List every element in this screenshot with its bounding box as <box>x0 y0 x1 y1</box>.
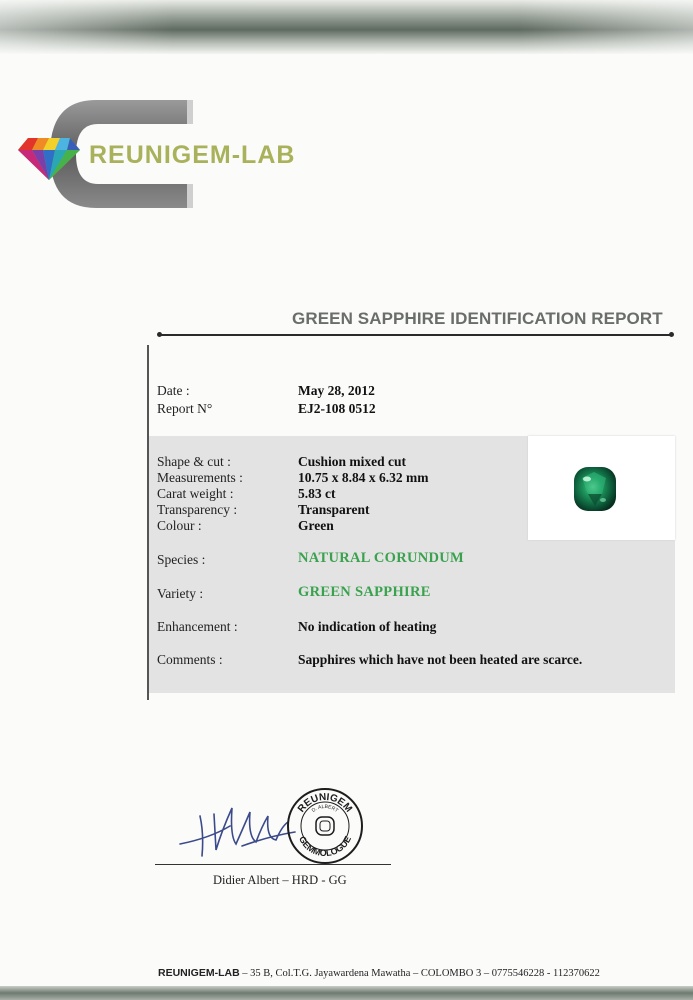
gemmologue-stamp <box>285 786 365 866</box>
date-label: Date : <box>157 383 190 398</box>
green-sapphire-gem-image <box>572 464 618 514</box>
enhancement-value: No indication of heating <box>298 619 437 634</box>
logo-text: REUNIGEM-LAB <box>89 141 296 169</box>
enhancement-label: Enhancement : <box>157 619 238 634</box>
colour-label: Colour : <box>157 518 202 533</box>
carat-weight-label: Carat weight : <box>157 486 234 501</box>
gem-photo-frame <box>528 436 675 540</box>
colour-value: Green <box>298 518 334 533</box>
stamp-inner-text: D. ALBERT <box>310 803 340 814</box>
shape-cut-value: Cushion mixed cut <box>298 454 407 469</box>
comments-label: Comments : <box>157 652 223 667</box>
top-gradient-bar <box>0 0 693 54</box>
report-number-value: EJ2-108 0512 <box>298 401 376 416</box>
measurements-value: 10.75 x 8.84 x 6.32 mm <box>298 470 429 485</box>
species-label: Species : <box>157 552 206 567</box>
report-title: GREEN SAPPHIRE IDENTIFICATION REPORT <box>292 309 663 328</box>
footer-address-text: – 35 B, Col.T.G. Jayawardena Mawatha – COLOMBO 3 – 0775546228 - 112370622 <box>239 968 600 979</box>
report-number-label: Report N° <box>157 401 213 416</box>
date-value: May 28, 2012 <box>298 383 375 398</box>
title-divider <box>159 334 672 336</box>
shape-cut-label: Shape & cut : <box>157 454 231 469</box>
variety-value: GREEN SAPPHIRE <box>298 584 431 600</box>
stamp-top-text: REUNIGEM <box>296 791 354 815</box>
transparency-label: Transparency : <box>157 502 238 517</box>
signature-line <box>155 864 391 865</box>
variety-label: Variety : <box>157 586 204 601</box>
footer-brand: REUNIGEM-LAB <box>158 967 240 979</box>
bottom-gradient-bar <box>0 986 693 1000</box>
cushion-gem-icon <box>316 817 334 835</box>
stamp-bottom-text: GEMMOLOGUE <box>296 834 354 859</box>
footer-address <box>158 967 600 979</box>
measurements-label: Measurements : <box>157 470 243 485</box>
svg-text:GEMMOLOGUE <box>297 834 353 858</box>
carat-weight-value: 5.83 ct <box>298 486 336 501</box>
transparency-value: Transparent <box>298 502 370 517</box>
signer-name: Didier Albert – HRD - GG <box>213 873 347 887</box>
species-value: NATURAL CORUNDUM <box>298 550 465 566</box>
comments-value: Sapphires which have not been heated are scarce. <box>298 652 583 667</box>
svg-text:D. ALBERT <box>311 804 339 814</box>
